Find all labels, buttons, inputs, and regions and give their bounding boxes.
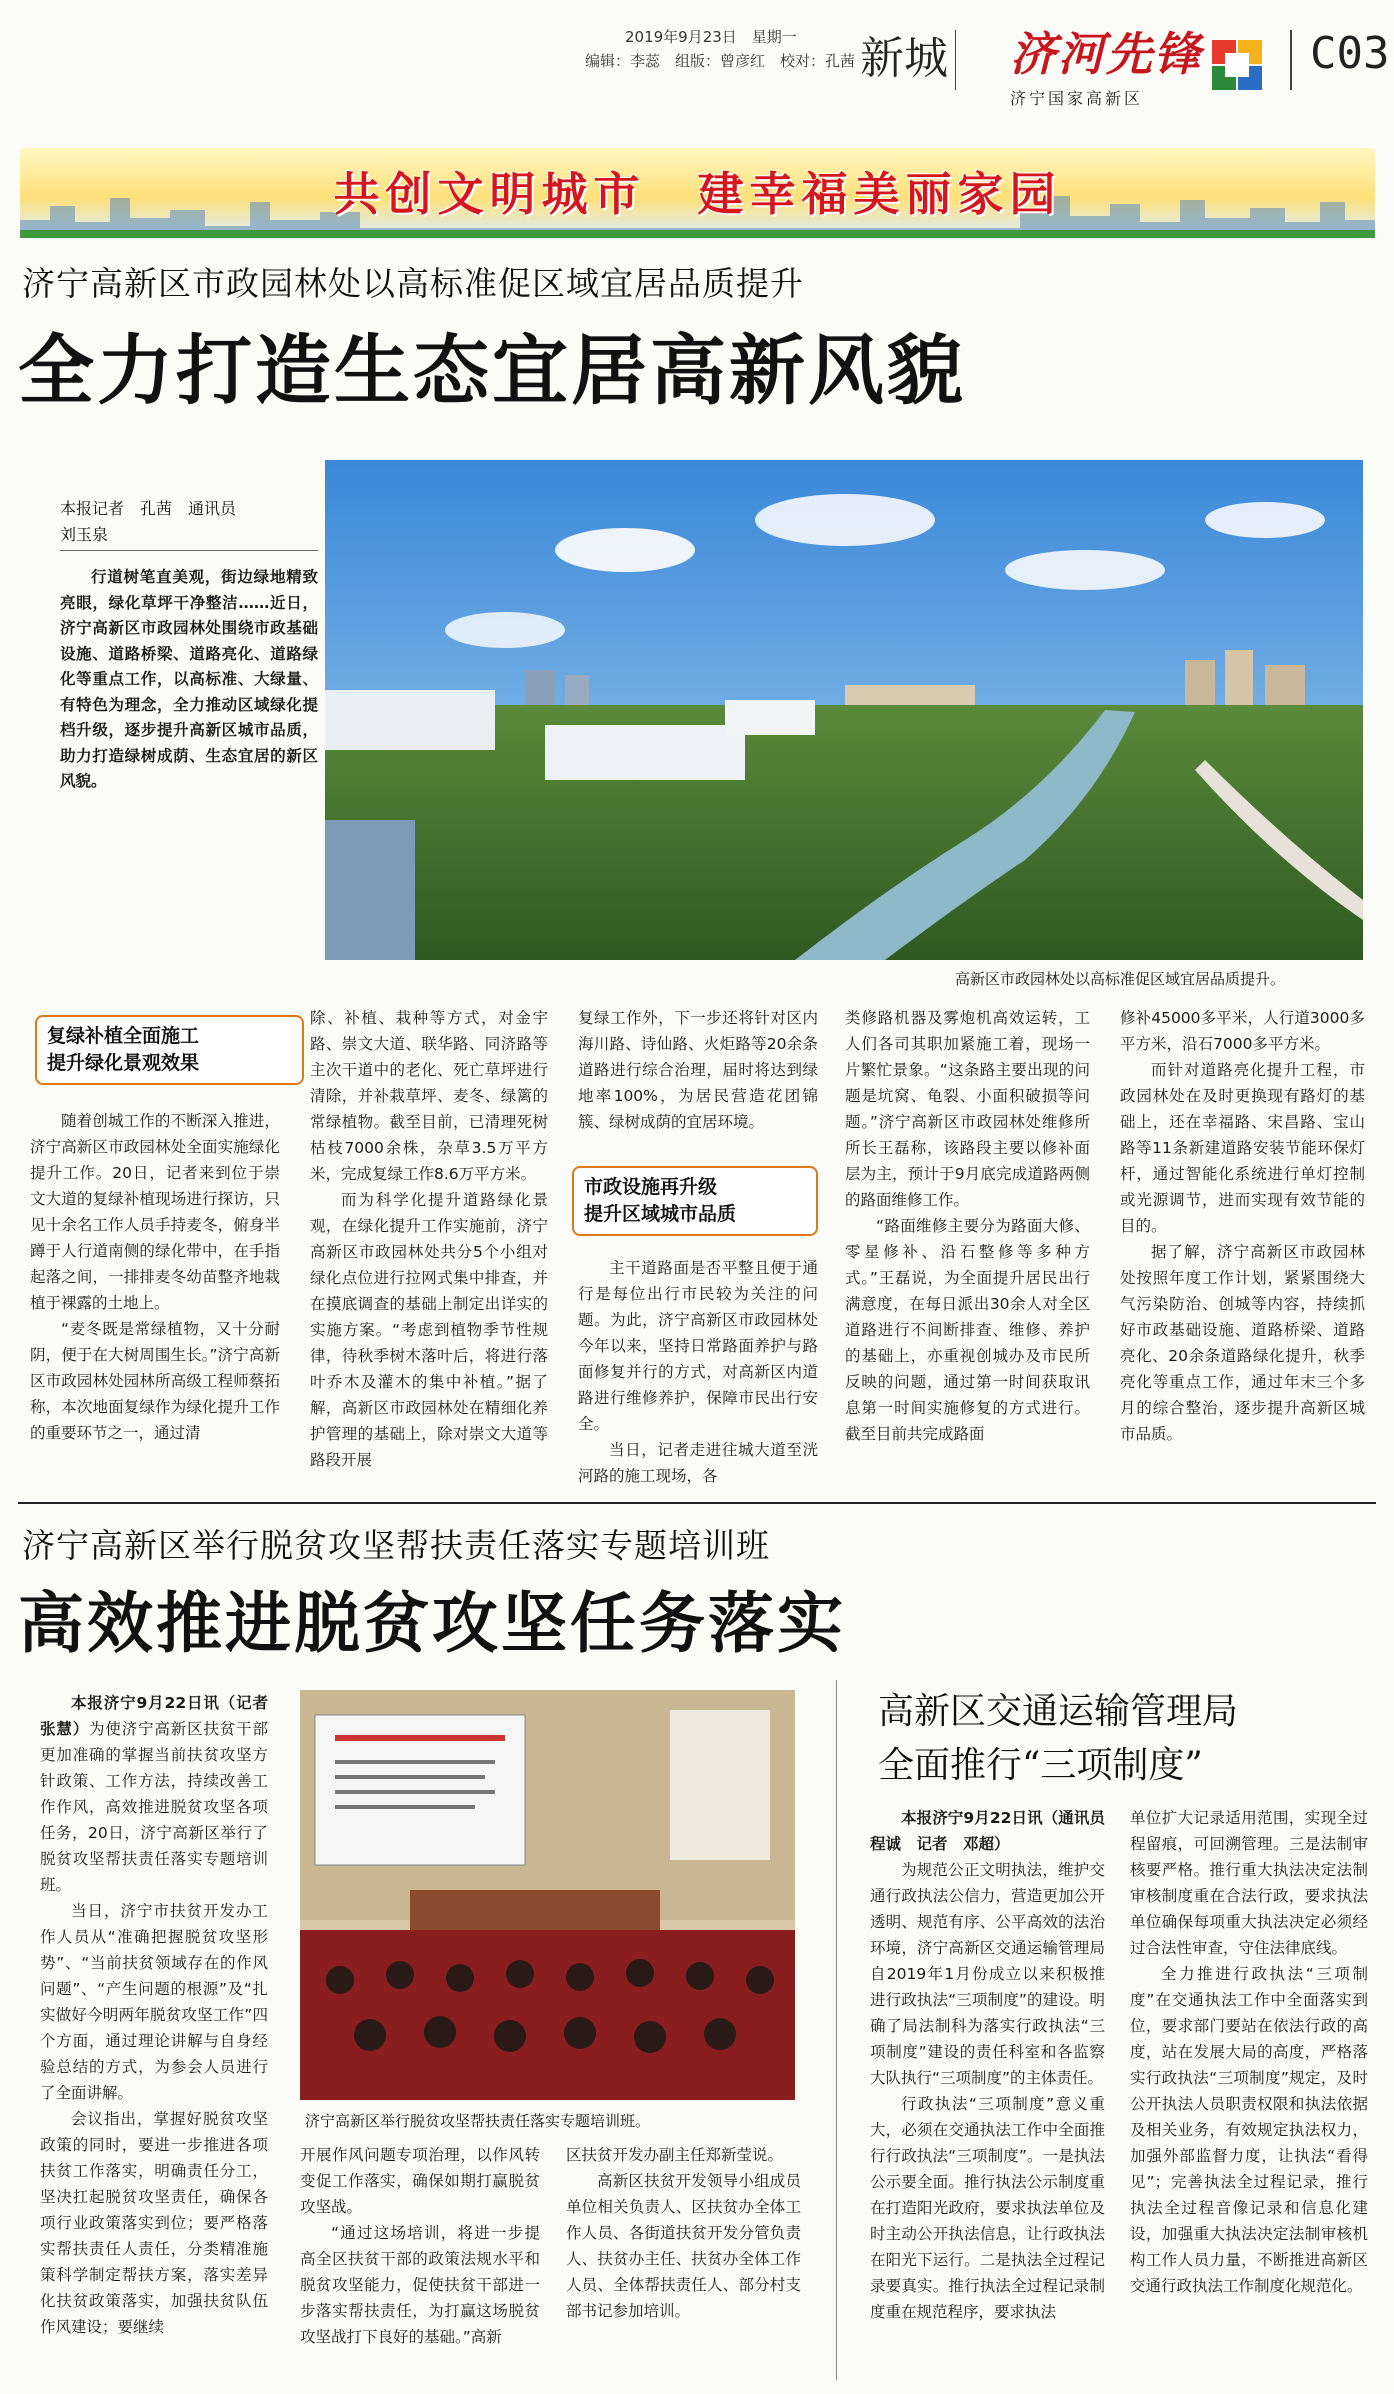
- paragraph: 高新区扶贫开发领导小组成员单位相关负责人、区扶贫办全体工作人员、各街道扶贫开发分管负责人、扶贫办主任、扶贫办全体工作人员、全体帮扶责任人、部分村支部书记参加培训。: [566, 2172, 801, 2320]
- section-divider: [18, 1502, 1376, 1504]
- paragraph: 会议指出，掌握好脱贫攻坚政策的同时，要进一步推进各项扶贫工作落实，明确责任分工，坚决扛起脱贫攻坚责任，确保各项行业政策落实到位；要严格落实帮扶责任人责任，分类精准施策科学制定帮扶方案，落实差异化扶贫政策落实，加强扶贫队伍作风建设；要继续: [40, 2110, 268, 2336]
- story1-headline: 全力打造生态宜居高新风貌: [18, 326, 966, 415]
- story3-dateline: 本报济宁9月22日讯（通讯员 程诚 记者 邓超）: [870, 1809, 1121, 1853]
- story2-col3: [566, 2142, 801, 2385]
- pageno-divider: [1290, 30, 1292, 90]
- story2-photo: [300, 1690, 795, 2100]
- story2-col2: [300, 2142, 540, 2385]
- brand-logo: 济河先锋: [1010, 27, 1202, 81]
- page-number: C03: [1310, 28, 1390, 79]
- story1-kicker: 济宁高新区市政园林处以高标准促区域宜居品质提升: [22, 264, 804, 303]
- paragraph: 为规范公正文明执法，维护交通行政执法公信力，营造更加公开透明、规范有序、公平高效的法治环境，济宁高新区交通运输管理局自2019年1月份成立以来积极推进行政执法“三项制度”的建设。明确了局法制科为落实行政执法“三项制度”建设的责任科室和各监察大队执行“三项制度”的主体责任。: [870, 1861, 1105, 2087]
- paragraph: 据了解，济宁高新区市政园林处按照年度工作计划，紧紧围绕大气污染防治、创城等内容，持续抓好市政基础设施、道路桥梁、道路亮化、20余条道路绿化提升，秋季亮化等重点工作，通过年末三个多月的综合整治，逐步提升高新区城市品质。: [1120, 1243, 1365, 1443]
- story2-col1: [40, 1690, 284, 2385]
- meeting-image: [300, 1690, 795, 2100]
- story1-photo: [325, 460, 1363, 960]
- editors-line: 编辑：李蕊 组版：曾彦红 校对：孔茜: [585, 52, 856, 70]
- paragraph: 单位扩大记录适用范围，实现全过程留痕，可回溯管理。三是法制审核要严格。推行重大执法决定法制审核制度重在合法行政，要求执法单位确保每项重大执法决定必须经过合法性审查，守住法律底线。: [1130, 1809, 1368, 1957]
- story2-headline: 高效推进脱贫攻坚任务落实: [18, 1585, 846, 1662]
- paragraph: 复绿工作外，下一步还将针对区内海川路、诗仙路、火炬路等20余条道路进行综合治理，届时将达到绿地率100%，为居民营造花团锦簇、绿树成荫的宜居环境。: [578, 1009, 818, 1131]
- story1-col3b: [578, 1255, 818, 1485]
- paragraph: 主干道路面是否平整且便于通行是每位出行市民较为关注的问题。为此，济宁高新区市政园林处今年以来，坚持日常路面养护与路面修复并行的方式，对高新区内道路进行维修养护，保障市民出行安全。: [578, 1259, 818, 1433]
- story1-subhead2: [572, 1166, 818, 1236]
- paragraph: “麦冬既是常绿植物，又十分耐阴，便于在大树周围生长。”济宁高新区市政园林处园林所高级工程师蔡拓称，本次地面复绿作为绿化提升工作的重要环节之一，通过清: [30, 1320, 280, 1442]
- paragraph: 除、补植、栽种等方式，对金宇路、崇文大道、联华路、同济路等主次干道中的老化、死亡草坪进行清除，并补栽草坪、麦冬、绿篱的常绿植物。截至目前，已清理死树枯枝7000余株，杂草3.5万平方米，完成复绿工作8.6万平方米。: [310, 1009, 548, 1183]
- story1-col4: [845, 1005, 1090, 1485]
- subhead1-line1: 复绿补植全面施工: [47, 1025, 200, 1047]
- story3-headline-line1: 高新区交通运输管理局: [878, 1691, 1239, 1732]
- story3-col2: [1130, 1805, 1368, 2385]
- story1-col2: [310, 1005, 548, 1485]
- byline-line2: 刘玉泉: [60, 525, 109, 544]
- story2-kicker: 济宁高新区举行脱贫攻坚帮扶责任落实专题培训班: [22, 1526, 770, 1565]
- story1-col5: [1120, 1005, 1365, 1485]
- column-divider: [836, 1680, 837, 2380]
- story3-col1: [870, 1805, 1121, 2385]
- paragraph: 行政执法“三项制度”意义重大，必须在交通执法工作中全面推行行政执法“三项制度”。一是执法公示要全面。推行执法公示制度重在打造阳光政府，要求执法单位及时主动公开执法信息，让行政执法在阳光下运行。二是执法全过程记录要真实。推行执法全过程记录制度重在规范程序，要求执法: [870, 2095, 1105, 2321]
- brand-subtitle: 济宁国家高新区: [1010, 89, 1144, 108]
- issue-date: 2019年9月23日 星期一: [625, 28, 797, 46]
- story1-lede: 行道树笔直美观，街边绿地精致亮眼，绿化草坪干净整洁……近日，济宁高新区市政园林处围绕市政基础设施、道路桥梁、道路亮化、道路绿化等重点工作，以高标准、大绿量、有特色为理念，全力推动区域绿化提档升级，逐步提升高新区城市品质，助力打造绿树成荫、生态宜居的新区风貌。: [60, 568, 318, 790]
- campaign-banner: [20, 148, 1375, 238]
- paragraph: 当日，记者走进往城大道至洸河路的施工现场，各: [578, 1441, 818, 1485]
- story1-col3a: [578, 1005, 818, 1161]
- byline-rule: [60, 550, 318, 551]
- paragraph: 修补45000多平米，人行道3000多平方米，沿石7000多平方米。: [1120, 1009, 1365, 1053]
- story1-photo-caption: 高新区市政园林处以高标准促区域宜居品质提升。: [955, 970, 1286, 988]
- paragraph: 而针对道路亮化提升工程，市政园林处在及时更换现有路灯的基础上，还在幸福路、宋昌路、宝山路等11条新建道路安装节能环保灯杆，通过智能化系统进行单灯控制或光源调节，进而实现有效节能的目的。: [1120, 1061, 1365, 1235]
- zone-logo-icon: [1208, 36, 1266, 94]
- landscape-image: [325, 460, 1363, 960]
- story3-headline-line2: 全面推行“三项制度”: [878, 1745, 1203, 1786]
- story1-subhead1: [35, 1015, 304, 1085]
- story2-photo-caption: 济宁高新区举行脱贫攻坚帮扶责任落实专题培训班。: [305, 2112, 651, 2130]
- paragraph: 开展作风问题专项治理，以作风转变促工作落实，确保如期打赢脱贫攻坚战。: [300, 2146, 540, 2216]
- paragraph: “通过这场培训，将进一步提高全区扶贫干部的政策法规水平和脱贫攻坚能力，促使扶贫干部进一步落实帮扶责任，为打赢这场脱贫攻坚战打下良好的基础。”高新: [300, 2224, 540, 2346]
- paragraph: [870, 1805, 1121, 1857]
- section-title: 新城: [860, 33, 948, 84]
- story2-dateline: 本报济宁9月22日讯（记者 张慧）: [40, 1694, 284, 1738]
- byline-line1: 本报记者 孔茜 通讯员: [60, 499, 237, 518]
- paragraph: “路面维修主要分为路面大修、零星修补、沿石整修等多种方式。”王磊说，为全面提升居民出行满意度，在每日派出30余人对全区道路进行不间断排查、维修、养护的基础上，亦重视创城办及市民所反映的问题，通过第一时间获取讯息第一时间实施修复的方式进行。截至目前共完成路面: [845, 1217, 1090, 1443]
- paragraph: 全力推进行政执法“三项制度”在交通执法工作中全面落实到位，要求部门要站在依法行政的高度，站在发展大局的高度，严格落实行政执法“三项制度”规定，及时公开执法人员职责权限和执法依据及相关业务，有效规定执法权力，加强外部监督力度，让执法“看得见”；完善执法全过程记录，推行执法全过程音像记录和信息化建设，加强重大执法决定法制审核机构工作人员力量，不断推进高新区交通行政执法工作制度化规范化。: [1130, 1965, 1368, 2295]
- subhead2-line2: 提升区域城市品质: [584, 1203, 737, 1225]
- story1-byline: [60, 496, 280, 548]
- paragraph: 当日，济宁市扶贫开发办工作人员从“准确把握脱贫攻坚形势”、“当前扶贫领域存在的作风问题”、“产生问题的根源”及“扎实做好今明两年脱贫攻坚工作”四个方面，通过理论讲解与自身经验总结的方式，为参会人员进行了全面讲解。: [40, 1902, 268, 2102]
- paragraph: 类修路机器及雾炮机高效运转，工人们各司其职加紧施工着，现场一片繁忙景象。“这条路主要出现的问题是坑窝、龟裂、小面积破损等问题。”济宁高新区市政园林处维修所所长王磊称，该路段主要以修补面层为主，预计于9月底完成道路两侧的路面维修工作。: [845, 1009, 1090, 1209]
- paragraph: [40, 1690, 284, 1898]
- paragraph: 而为科学化提升道路绿化景观，在绿化提升工作实施前，济宁高新区市政园林处共分5个小组对绿化点位进行拉网式集中排查，并在摸底调查的基础上制定出详实的实施方案。“考虑到植物季节性规律，待秋季树木落叶后，将进行落叶乔木及灌木的集中补植。”据了解，高新区市政园林处在精细化养护管理的基础上，除对崇文大道等路段开展: [310, 1191, 548, 1469]
- paragraph: 区扶贫开发办副主任郑新莹说。: [566, 2146, 784, 2164]
- paragraph: 随着创城工作的不断深入推进，济宁高新区市政园林处全面实施绿化提升工作。20日，记者来到位于崇文大道的复绿补植现场进行探访，只见十余名工作人员手持麦冬，俯身半蹲于人行道南侧的绿化带中，在手指起落之间，一排排麦冬幼苗整齐地栽植于裸露的土地上。: [30, 1112, 280, 1312]
- story3-headline: [878, 1685, 1238, 1793]
- banner-slogan: 共创文明城市 建幸福美丽家园: [333, 167, 1062, 221]
- subhead1-line2: 提升绿化景观效果: [47, 1052, 200, 1074]
- story1-col1: [30, 1108, 280, 1486]
- dateline-text: 为使济宁高新区扶贫干部更加准确的掌握当前扶贫攻坚方针政策、工作方法，持续改善工作作风，高效推进脱贫攻坚各项任务，20日，济宁高新区举行了脱贫攻坚帮扶责任落实专题培训班。: [40, 1720, 268, 1894]
- masthead-divider: [955, 30, 956, 90]
- subhead2-line1: 市政设施再升级: [584, 1176, 718, 1198]
